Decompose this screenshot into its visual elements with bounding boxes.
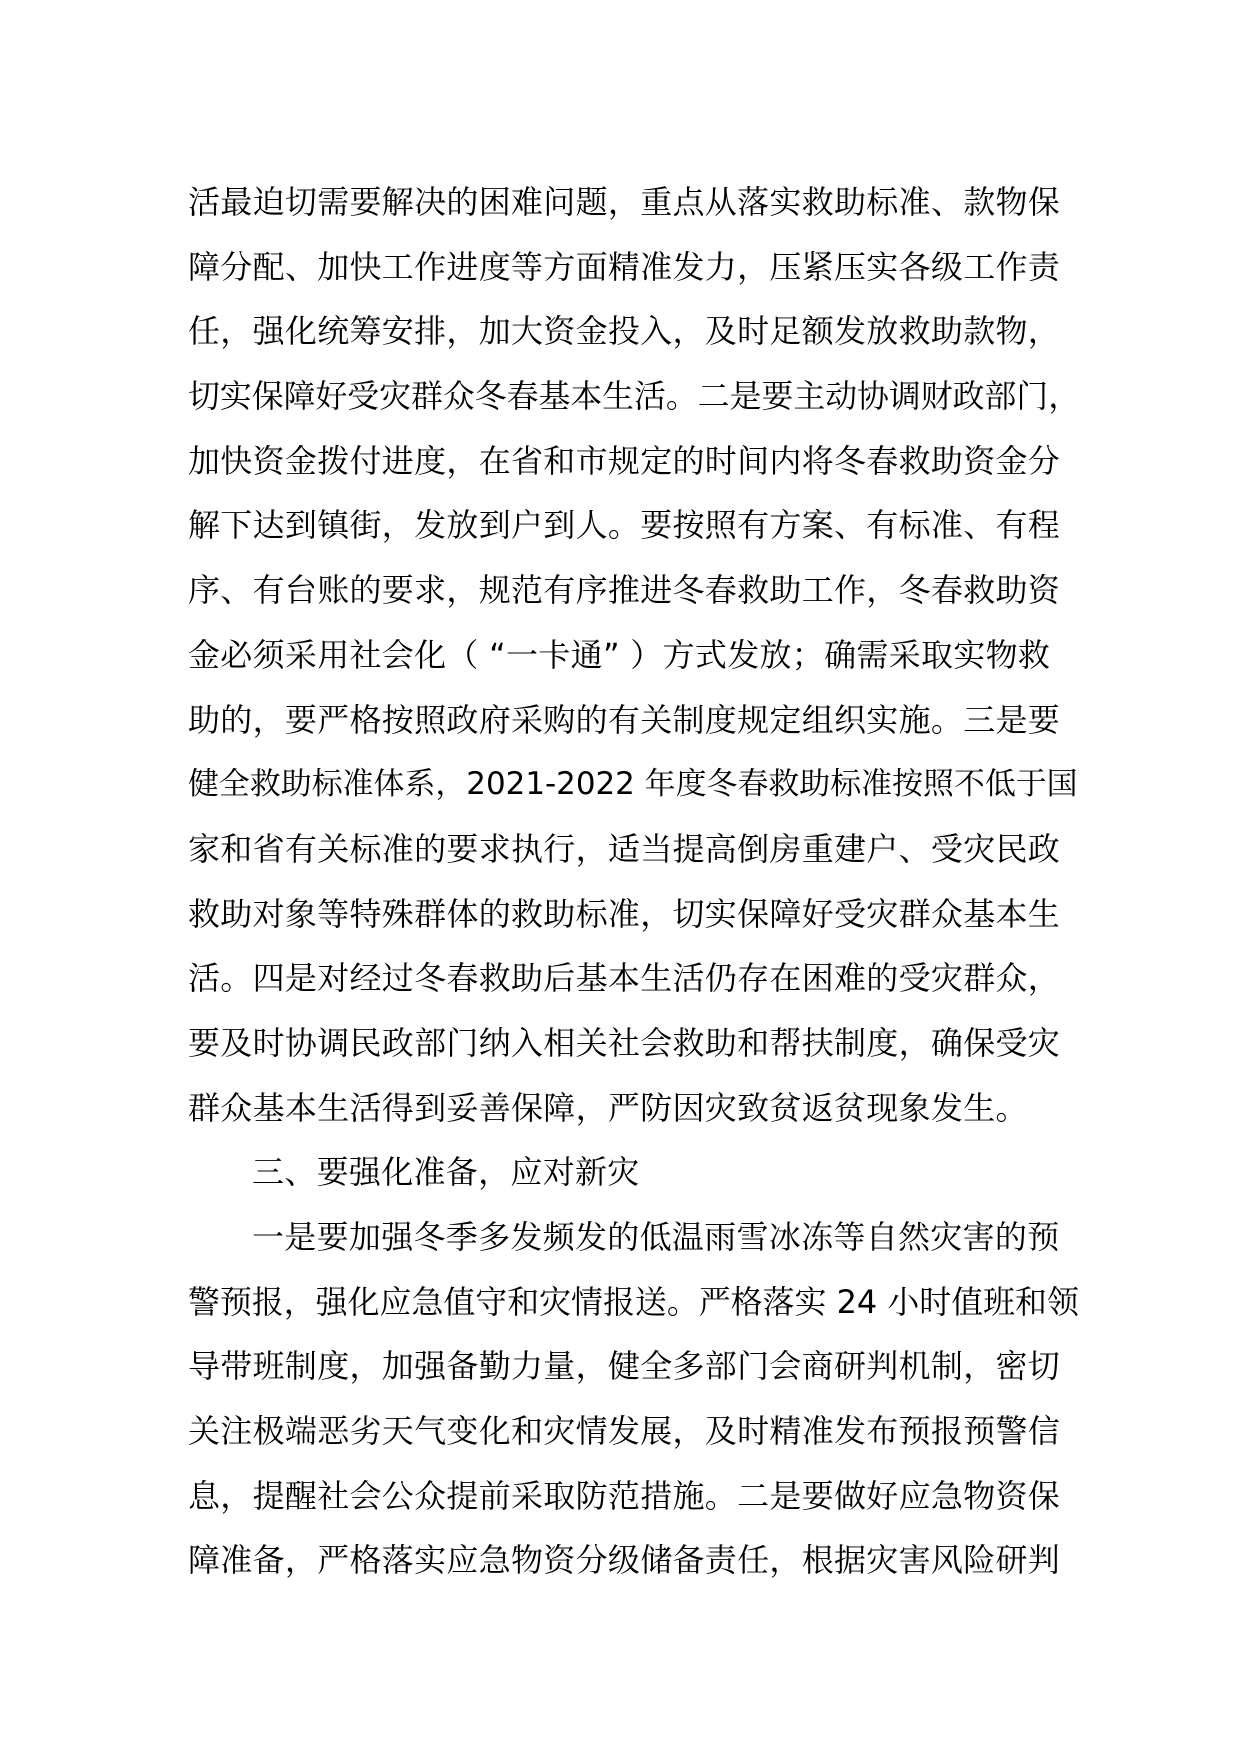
text-line: 助的，要严格按照政府采购的有关制度规定组织实施。三是要 bbox=[188, 700, 1061, 739]
text-line: 警预报，强化应急值守和灾情报送。严格落实 24 小时值班和领 bbox=[188, 1282, 1079, 1321]
text-line: 解下达到镇街，发放到户到人。要按照有方案、有标准、有程 bbox=[188, 506, 1061, 545]
text-line: 加快资金拨付进度，在省和市规定的时间内将冬春救助资金分 bbox=[188, 441, 1061, 480]
text-line: 序、有台账的要求，规范有序推进冬春救助工作，冬春救助资 bbox=[188, 571, 1061, 610]
text-line: 要及时协调民政部门纳入相关社会救助和帮扶制度，确保受灾 bbox=[188, 1023, 1061, 1062]
text-line: 息，提醒社会公众提前采取防范措施。二是要做好应急物资保 bbox=[188, 1476, 1061, 1515]
body-text bbox=[188, 170, 1088, 1593]
text-line: 群众基本生活得到妥善保障，严防因灾致贫返贫现象发生。 bbox=[188, 1088, 1028, 1127]
text-line: 家和省有关标准的要求执行，适当提高倒房重建户、受灾民政 bbox=[188, 829, 1061, 868]
text-line: 导带班制度，加强备勤力量，健全多部门会商研判机制，密切 bbox=[188, 1347, 1061, 1386]
text-line: 活。四是对经过冬春救助后基本生活仍存在困难的受灾群众， bbox=[188, 959, 1061, 998]
text-line: 活最迫切需要解决的困难问题，重点从落实救助标准、款物保 bbox=[188, 183, 1061, 221]
text-line: 救助对象等特殊群体的救助标准，切实保障好受灾群众基本生 bbox=[188, 894, 1061, 933]
paragraph-first-line: 三、要强化准备，应对新灾 bbox=[252, 1153, 640, 1192]
text-line: 金必须采用社会化（ “一卡通” ）方式发放；确需采取实物救 bbox=[188, 635, 1051, 674]
text-line: 健全救助标准体系，2021-2022 年度冬春救助标准按照不低于国 bbox=[188, 766, 1078, 803]
paragraph-first-line: 一是要加强冬季多发频发的低温雨雪冰冻等自然灾害的预 bbox=[252, 1218, 1060, 1256]
text-line: 关注极端恶劣天气变化和灾情发展，及时精准发布预报预警信 bbox=[188, 1412, 1061, 1451]
text-line: 障准备，严格落实应急物资分级储备责任，根据灾害风险研判 bbox=[188, 1541, 1061, 1580]
text-line: 障分配、加快工作进度等方面精准发力，压紧压实各级工作责 bbox=[188, 247, 1061, 286]
text-line: 任，强化统筹安排，加大资金投入，及时足额发放救助款物， bbox=[188, 312, 1061, 351]
text-line: 切实保障好受灾群众冬春基本生活。二是要主动协调财政部门， bbox=[188, 377, 1081, 416]
